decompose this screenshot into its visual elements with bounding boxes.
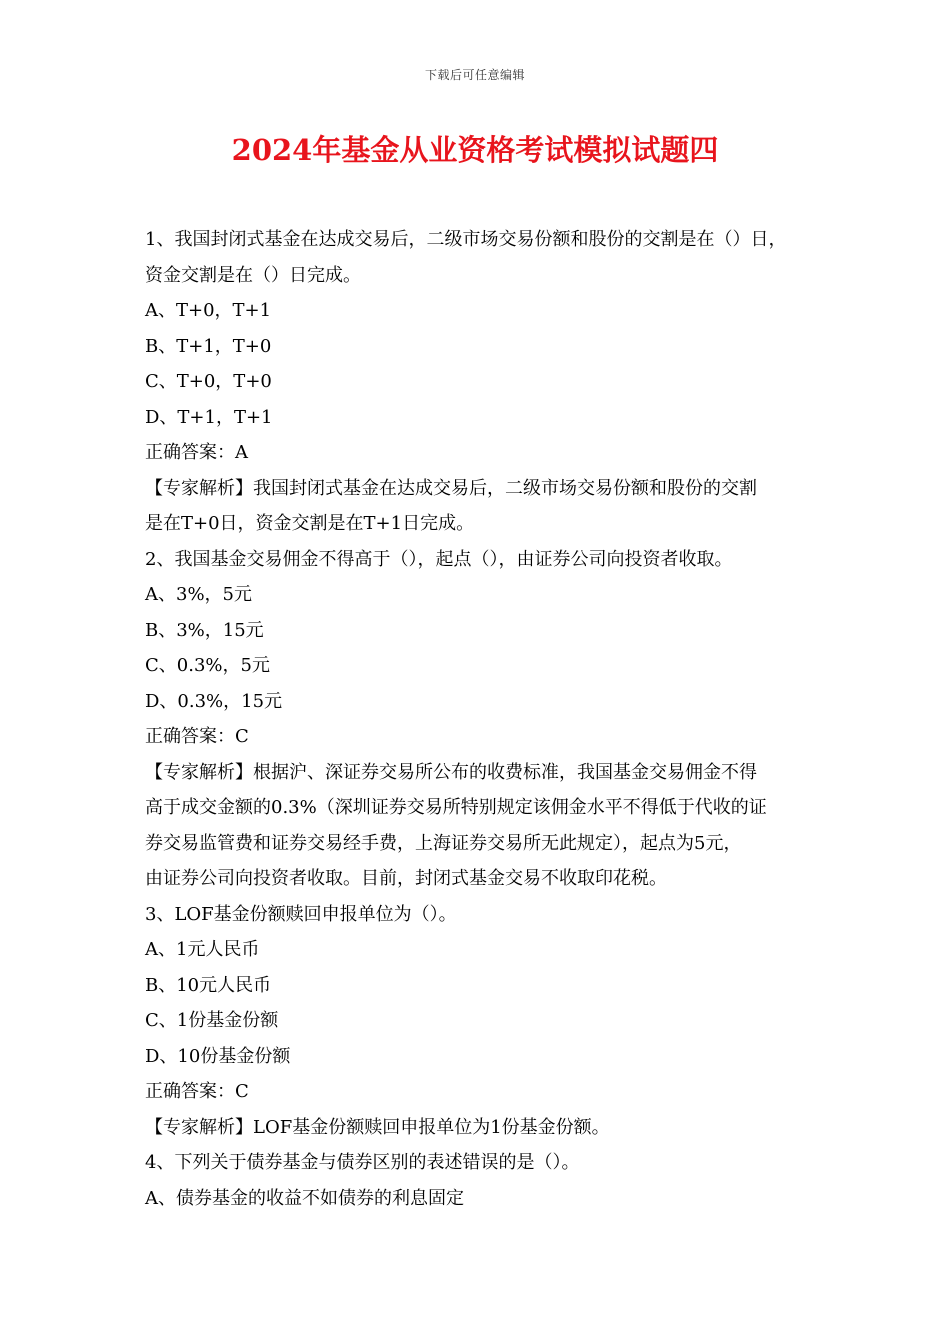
- question-1-analysis: 【专家解析】我国封闭式基金在达成交易后，二级市场交易份额和股份的交割: [145, 477, 757, 499]
- question-2-option-b: B、3%，15元: [145, 619, 264, 641]
- question-2-stem: 2、我国基金交易佣金不得高于（），起点（），由证券公司向投资者收取。: [145, 548, 733, 570]
- question-2-analysis-cont: 高于成交金额的0.3%（深圳证券交易所特别规定该佣金水平不得低于代收的证: [145, 797, 767, 818]
- page-title: 2024年基金从业资格考试模拟试题四: [231, 133, 719, 167]
- question-1-option-c: C、T+0，T+0: [145, 371, 272, 392]
- question-3-option-d: D、10份基金份额: [145, 1045, 291, 1067]
- question-2-option-c: C、0.3%，5元: [145, 655, 270, 676]
- question-1-stem: 1、我国封闭式基金在达成交易后，二级市场交易份额和股份的交割是在（）日，: [145, 229, 787, 250]
- document-body: [145, 222, 825, 1216]
- question-3-analysis: 【专家解析】LOF基金份额赎回申报单位为1份基金份额。: [145, 1116, 610, 1138]
- question-3-stem: 3、LOF基金份额赎回申报单位为（）。: [145, 903, 457, 925]
- question-1-stem-cont: 资金交割是在（）日完成。: [145, 264, 361, 286]
- question-2-answer: 正确答案：C: [145, 726, 249, 747]
- question-1-answer: 正确答案：A: [145, 442, 248, 463]
- question-3-option-a: A、1元人民币: [145, 939, 260, 960]
- question-2-option-a: A、3%，5元: [145, 584, 253, 605]
- question-3-option-b: B、10元人民币: [145, 974, 272, 996]
- question-2-analysis-cont: 券交易监管费和证券交易经手费，上海证券交易所无此规定），起点为5元，: [145, 832, 742, 854]
- question-3-answer: 正确答案：C: [145, 1081, 249, 1102]
- question-1-option-d: D、T+1，T+1: [145, 406, 273, 428]
- question-1-analysis-cont: 是在T+0日，资金交割是在T+1日完成。: [145, 513, 475, 534]
- question-1-option-b: B、T+1，T+0: [145, 335, 272, 357]
- question-2-analysis-cont: 由证券公司向投资者收取。目前，封闭式基金交易不收取印花税。: [145, 868, 667, 889]
- question-3-option-c: C、1份基金份额: [145, 1010, 279, 1031]
- question-1-option-a: A、T+0，T+1: [145, 300, 272, 321]
- question-4-stem: 4、下列关于债券基金与债券区别的表述错误的是（）。: [145, 1152, 580, 1173]
- question-4-option-a: A、债券基金的收益不如债券的利息固定: [145, 1187, 464, 1209]
- question-2-analysis: 【专家解析】根据沪、深证券交易所公布的收费标准，我国基金交易佣金不得: [145, 761, 757, 783]
- question-2-option-d: D、0.3%，15元: [145, 690, 283, 712]
- header-note: 下载后可任意编辑: [424, 68, 525, 82]
